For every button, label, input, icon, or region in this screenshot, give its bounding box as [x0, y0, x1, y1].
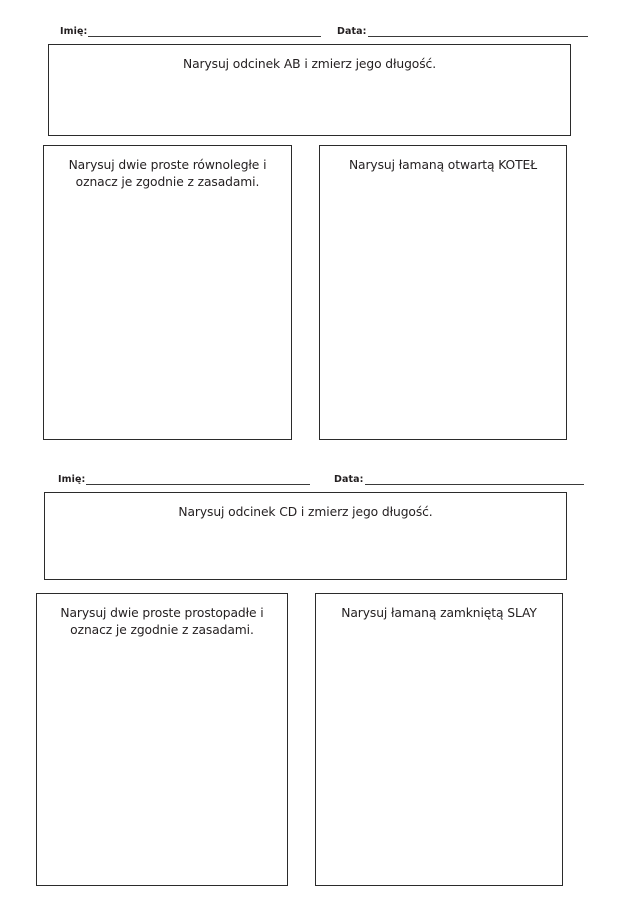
date-write-line[interactable] — [365, 484, 584, 485]
name-field-section-2[interactable] — [58, 468, 310, 486]
task-box-closed-polyline[interactable] — [315, 593, 563, 886]
name-write-line[interactable] — [86, 484, 310, 485]
task-box-segment-ab[interactable] — [48, 44, 571, 136]
task-instruction: Narysuj łamaną otwartą KOTEŁ — [348, 158, 538, 172]
task-box-perpendicular-lines[interactable] — [36, 593, 288, 886]
meta-row-section-2 — [0, 468, 636, 486]
task-box-parallel-lines[interactable] — [43, 145, 292, 440]
date-label: Data: — [337, 26, 367, 37]
date-field-section-1[interactable] — [337, 20, 588, 38]
date-label: Data: — [334, 474, 364, 485]
task-box-segment-cd[interactable] — [44, 492, 567, 580]
task-instruction: Narysuj łamaną zamkniętą SLAY — [341, 606, 537, 620]
date-write-line[interactable] — [368, 36, 588, 37]
task-instruction: Narysuj dwie proste prostopadłe i oznacz je zgodnie z zasadami. — [60, 606, 264, 637]
name-write-line[interactable] — [88, 36, 321, 37]
name-label: Imię: — [60, 26, 88, 37]
name-label: Imię: — [58, 474, 86, 485]
task-instruction: Narysuj dwie proste równoległe i oznacz je zgodnie z zasadami. — [68, 158, 267, 189]
task-instruction: Narysuj odcinek CD i zmierz jego długość. — [178, 505, 433, 519]
task-box-open-polyline[interactable] — [319, 145, 567, 440]
name-field-section-1[interactable] — [60, 20, 321, 38]
task-instruction: Narysuj odcinek AB i zmierz jego długość. — [182, 57, 437, 71]
meta-row-section-1 — [0, 20, 636, 38]
date-field-section-2[interactable] — [334, 468, 584, 486]
